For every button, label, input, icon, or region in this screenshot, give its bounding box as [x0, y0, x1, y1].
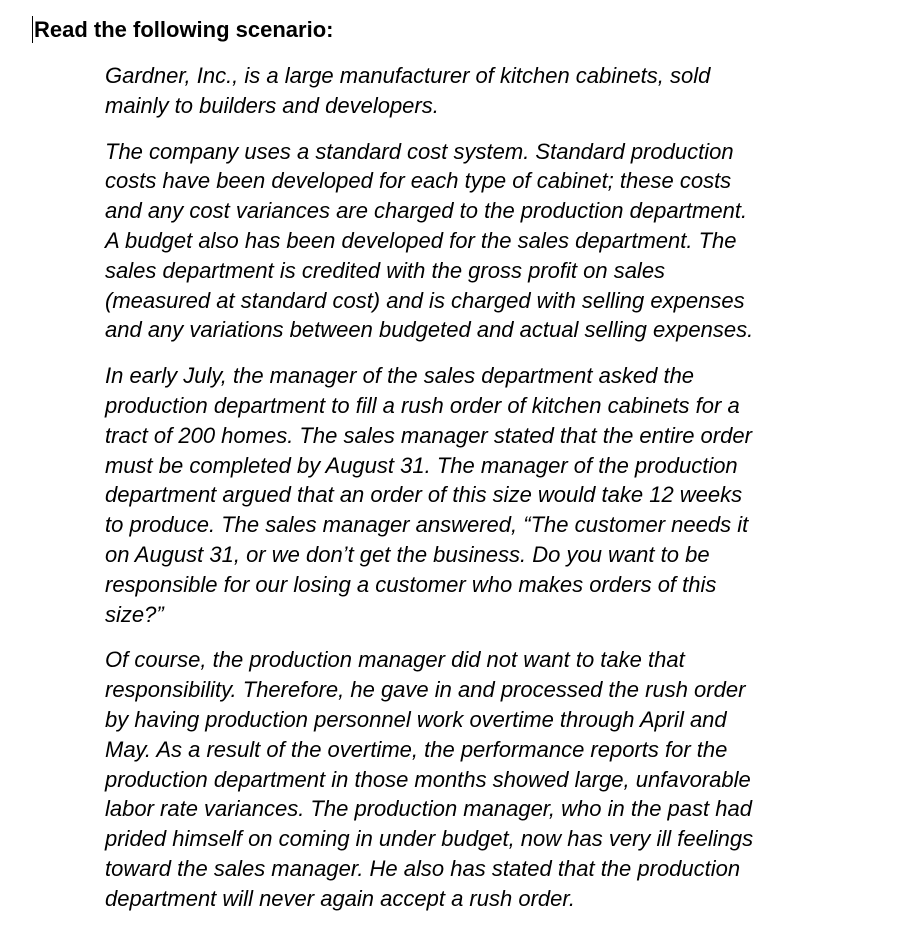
- text-line: toward the sales manager. He also has stated that the production: [105, 855, 741, 881]
- text-line: on August 31, or we don’t get the business. Do you want to be: [105, 541, 710, 567]
- text-line: sales department is credited with the gross profit on sales: [105, 257, 666, 283]
- paragraph-overtime: [105, 645, 865, 913]
- text-line: and any variations between budgeted and actual selling expenses.: [105, 317, 754, 343]
- text-line: by having production personnel work overtime through April and: [105, 706, 727, 732]
- text-line: must be completed by August 31. The manager of the production: [105, 452, 738, 478]
- text-line: prided himself on coming in under budget, now has very ill feelings: [105, 826, 754, 852]
- text-line: production department in those months showed large, unfavorable: [105, 766, 751, 792]
- text-line: (measured at standard cost) and is charged with selling expenses: [105, 287, 745, 313]
- text-line: In early July, the manager of the sales department asked the: [105, 363, 695, 389]
- text-line: and any cost variances are charged to the production department.: [105, 198, 748, 224]
- paragraph-cost-system: [105, 137, 865, 346]
- text-line: tract of 200 homes. The sales manager stated that the entire order: [105, 422, 752, 448]
- text-line: responsible for our losing a customer who makes orders of this: [105, 571, 717, 597]
- scenario-heading: Read the following scenario:: [34, 17, 334, 42]
- text-line: labor rate variances. The production manager, who in the past had: [105, 796, 752, 822]
- text-cursor: [32, 16, 33, 43]
- text-line: A budget also has been developed for the sales department. The: [105, 227, 737, 253]
- text-line: to produce. The sales manager answered, “The customer needs it: [105, 512, 749, 538]
- text-line: costs have been developed for each type of cabinet; these costs: [105, 168, 732, 194]
- text-line: May. As a result of the overtime, the performance reports for the: [105, 736, 728, 762]
- paragraph-intro: [105, 61, 865, 121]
- text-line: responsibility. Therefore, he gave in and processed the rush order: [105, 677, 746, 703]
- text-line: The company uses a standard cost system. Standard production: [105, 138, 734, 164]
- scenario-text: [105, 61, 865, 930]
- text-line: department argued that an order of this size would take 12 weeks: [105, 482, 743, 508]
- text-line: Gardner, Inc., is a large manufacturer of kitchen cabinets, sold: [105, 63, 711, 88]
- text-line: size?”: [105, 601, 164, 627]
- text-line: department will never again accept a rush order.: [105, 885, 575, 911]
- paragraph-rush-order: [105, 361, 865, 629]
- text-line: Of course, the production manager did not want to take that: [105, 647, 685, 673]
- text-line: mainly to builders and developers.: [105, 92, 439, 118]
- text-line: production department to fill a rush order of kitchen cabinets for a: [105, 392, 740, 418]
